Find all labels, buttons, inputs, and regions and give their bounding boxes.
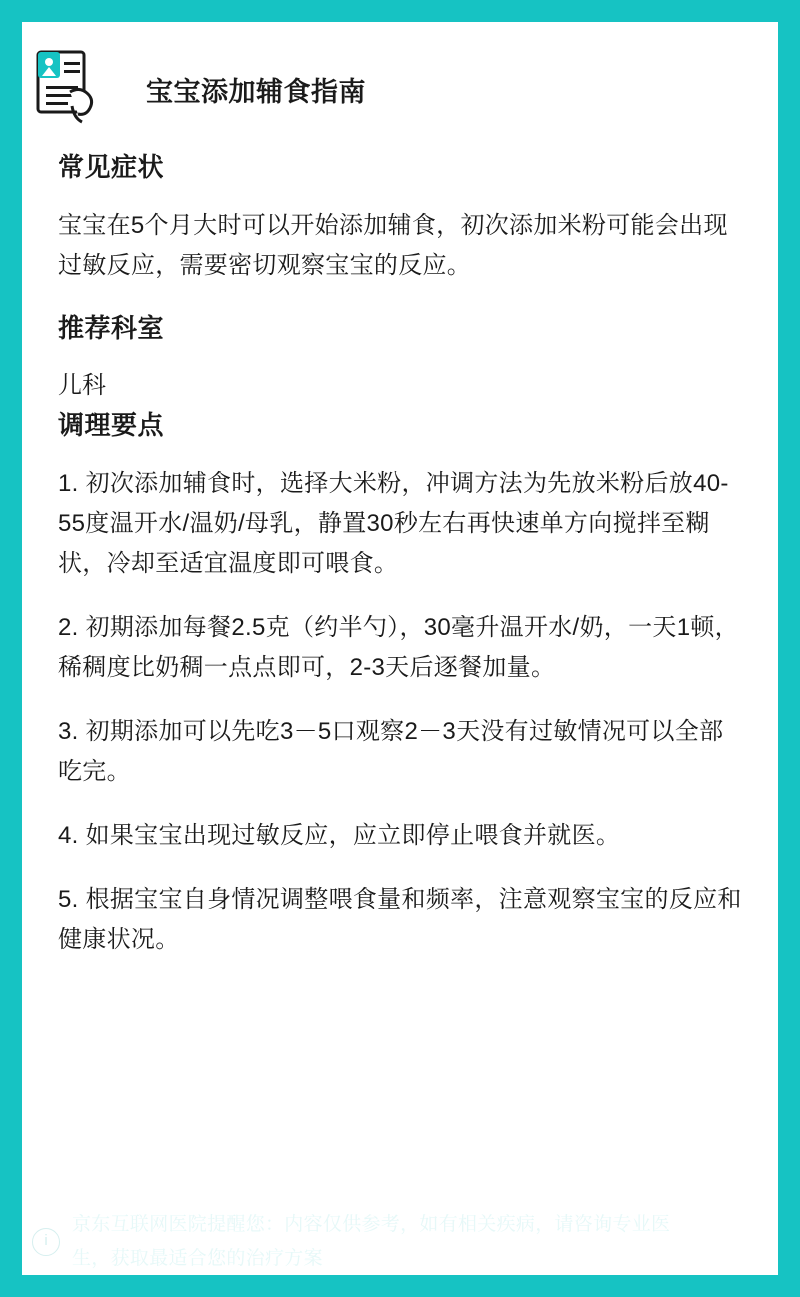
footer-disclaimer-bar: [22, 1187, 778, 1297]
tips-list: [58, 464, 742, 960]
list-item: 5. 根据宝宝自身情况调整喂食量和频率，注意观察宝宝的反应和健康状况。: [58, 886, 742, 953]
list-item: 3. 初期添加可以先吃3－5口观察2－3天没有过敏情况可以全部吃完。: [58, 718, 724, 785]
section-heading-symptoms: 常见症状: [58, 152, 165, 182]
content-card: [22, 22, 778, 1275]
thumbs-up-icon[interactable]: [718, 1219, 764, 1265]
document-image-icon: [36, 50, 98, 126]
page-title: 宝宝添加辅食指南: [146, 77, 366, 107]
info-circle-icon: i: [32, 1228, 60, 1256]
list-item: 1. 初次添加辅食时，选择大米粉，冲调方法为先放米粉后放40-55度温开水/温奶/母乳，静置30秒左右再快速单方向搅拌至糊状，冷却至适宜温度即可喂食。: [58, 470, 729, 577]
section-heading-tips: 调理要点: [58, 410, 165, 440]
section-text-symptoms: 宝宝在5个月大时可以开始添加辅食，初次添加米粉可能会出现过敏反应，需要密切观察宝宝的反应。: [58, 212, 728, 279]
list-item: 4. 如果宝宝出现过敏反应，应立即停止喂食并就医。: [58, 822, 621, 849]
section-heading-department: 推荐科室: [58, 313, 165, 343]
disclaimer-text: 京东互联网医院提醒您：内容仅供参考，如有相关疾病，请咨询专业医生，获取最适合您的治疗方案: [72, 1214, 671, 1269]
list-item: 2. 初期添加每餐2.5克（约半勺），30毫升温开水/奶，一天1顿，稀稠度比奶稠一点点即可，2-3天后逐餐加量。: [58, 614, 739, 681]
document-body: [58, 147, 742, 960]
section-text-department: 儿科: [58, 372, 106, 399]
